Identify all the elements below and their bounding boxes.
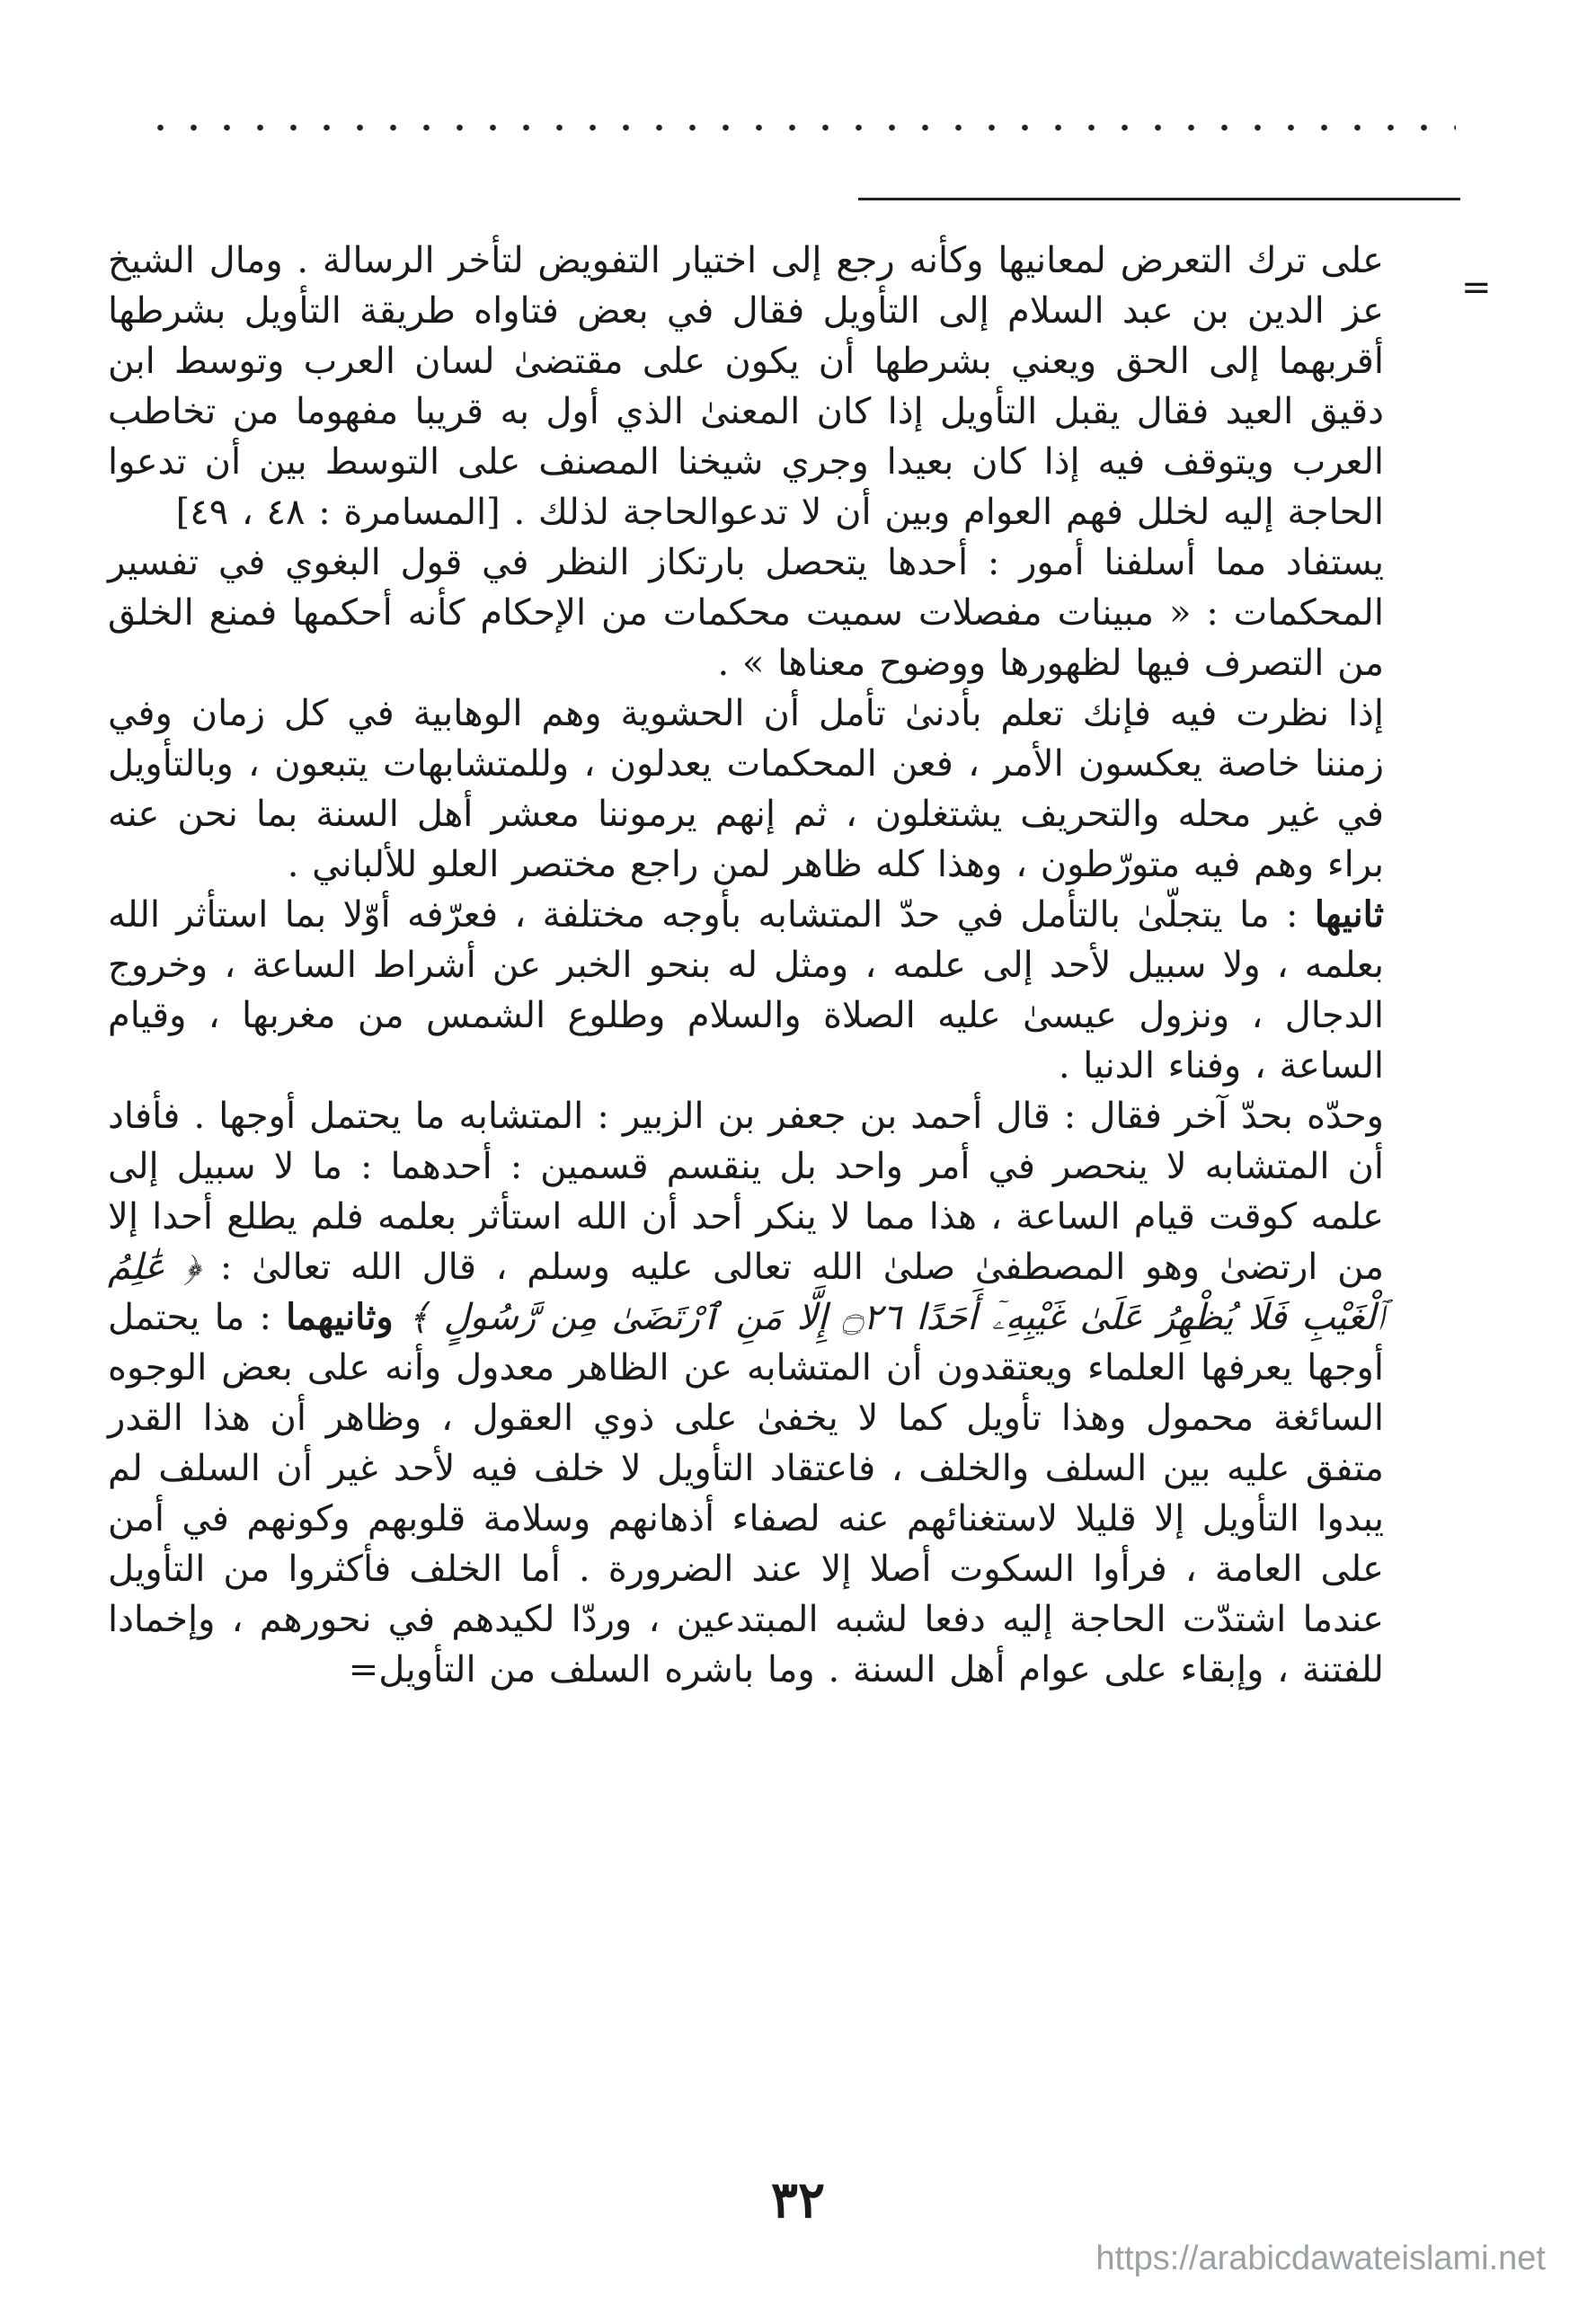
quran-verse: ﴿ عَٰلِمُ ٱلْغَيْبِ فَلَا يُظْهِرُ عَلَىٰ غَيْبِهِۦٓ أَحَدًا ۝٢٦ إِلَّا مَنِ ٱرْتَضَىٰ مِن رَّسُولٍ ﴾ bbox=[108, 1247, 1384, 1338]
paragraph-lead: وثانيهما bbox=[286, 1296, 394, 1338]
paragraph-1 bbox=[108, 235, 1384, 537]
footnote-rule bbox=[858, 198, 1460, 200]
page-number: ٣٢ bbox=[770, 2170, 826, 2230]
paragraph-4 bbox=[108, 890, 1384, 1091]
continuation-mark: = bbox=[1461, 267, 1492, 308]
watermark: https://arabicdawateislami.net bbox=[1095, 2240, 1546, 2277]
paragraph-text: : ما يحتمل أوجها يعرفها العلماء ويعتقدون أن المتشابه عن الظاهر معدول وأنه على بعض الوجوه السائغة محمول وهذا تأويل كما لا يخفىٰ على ذوي العقول ، وظاهر أن هذا القدر متفق عليه بين السلف والخلف ، فاعتقاد التأويل لا خلف فيه لأحد غير أن السلف لم يبدوا التأويل إلا قليلا لاستغنائهم عنه لصفاء أذهانهم وسلامة قلوبهم وكونهم في أمن على العامة ، فرأوا السكوت أصلا إلا عند الضرورة . أما الخلف فأكثروا من التأويل عندما اشتدّت الحاجة إليه دفعا لشبه المبتدعين ، وردّا لكيدهم في نحورهم ، وإخمادا للفتنة ، وإبقاء على عوام أهل السنة . وما باشره السلف من التأويل= bbox=[108, 1297, 1384, 1690]
body-text bbox=[108, 235, 1384, 1695]
paragraph-text: إذا نظرت فيه فإنك تعلم بأدنىٰ تأمل أن الحشوية وهم الوهابية في كل زمان وفي زمننا خاصة يعكسون الأمر ، فعن المحكمات يعدلون ، وللمتشابهات يتبعون ، وبالتأويل في غير محله والتحريف يشتغلون ، ثم إنهم يرموننا معشر أهل السنة بما نحن عنه براء وهم فيه متورّطون ، وهذا كله ظاهر لمن راجع مختصر العلو للألباني . bbox=[108, 693, 1384, 885]
paragraph-text: يستفاد مما أسلفنا أمور : أحدها يتحصل بارتكاز النظر في قول البغوي في تفسير المحكمات : « مبينات مفصلات سميت محكمات من الإحكام كأنه أحكمها فمنع الخلق من التصرف فيها لظهورها ووضوح معناها » . bbox=[108, 542, 1384, 684]
paragraph-lead: ثانيها bbox=[1314, 893, 1384, 936]
dotted-separator bbox=[144, 119, 1456, 137]
paragraph-text: : ما يتجلّىٰ بالتأمل في حدّ المتشابه بأوجه مختلفة ، فعرّفه أوّلا بما استأثر الله بعلمه ، ولا سبيل لأحد إلى علمه ، ومثل له بنحو الخبر عن أشراط الساعة ، وخروج الدجال ، ونزول عيسىٰ عليه الصلاة والسلام وطلوع الشمس من مغربها ، وقيام الساعة ، وفناء الدنيا . bbox=[108, 894, 1384, 1087]
paragraph-text: على ترك التعرض لمعانيها وكأنه رجع إلى اختيار التفويض لتأخر الرسالة . ومال الشيخ عز الدين بن عبد السلام إلى التأويل فقال في بعض فتاواه طريقة التأويل بشرطها أقربهما إلى الحق ويعني بشرطها أن يكون على مقتضىٰ لسان العرب وتوسط ابن دقيق العيد فقال يقبل التأويل إذا كان المعنىٰ الذي أول به قريبا مفهوما من تخاطب العرب ويتوقف فيه إذا كان بعيدا وجري شيخنا المصنف على التوسط بين أن تدعوا الحاجة إليه لخلل فهم العوام وبين أن لا تدعوالحاجة لذلك . [المسامرة : ٤٨ ، ٤٩] bbox=[108, 240, 1384, 533]
paragraph-2 bbox=[108, 537, 1384, 688]
paragraph-3 bbox=[108, 688, 1384, 890]
paragraph-5 bbox=[108, 1091, 1384, 1695]
paragraph-text: وحدّه بحدّ آخر فقال : قال أحمد بن جعفر بن الزبير : المتشابه ما يحتمل أوجها . فأفاد أن المتشابه لا ينحصر في أمر واحد بل ينقسم قسمين : أحدهما : ما لا سبيل إلى علمه كوقت قيام الساعة ، هذا مما لا ينكر أحد أن الله استأثر بعلمه فلم يطلع أحدا إلا من ارتضىٰ وهو المصطفىٰ صلىٰ الله تعالى عليه وسلم ، قال الله تعالىٰ : bbox=[108, 1096, 1384, 1288]
